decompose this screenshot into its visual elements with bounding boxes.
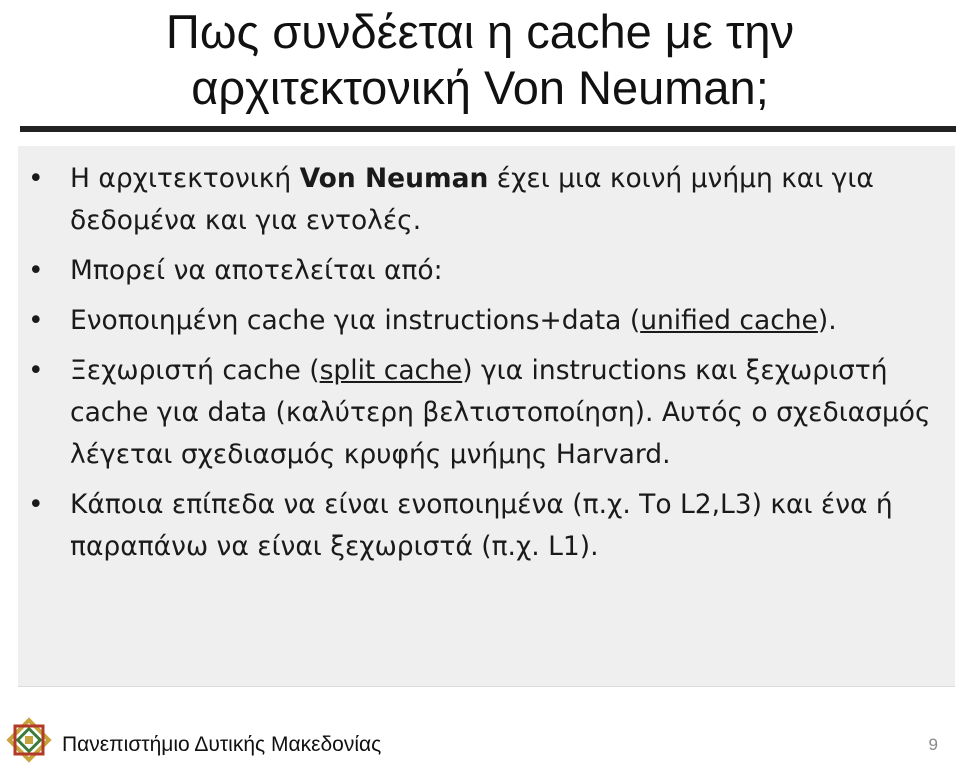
bullet-dot: • bbox=[28, 305, 44, 336]
bullet-item-split-cache: • Ξεχωριστή cache (split cache) για instructions και ξεχωριστή cache για data (καλύτερη βελτιστοποίηση). Αυτός ο σχεδιασμός λέγεται σχεδιασμός κρυφής μνήμης Harvard. bbox=[28, 350, 948, 476]
bullet-item-von-neuman: • Η αρχιτεκτονική Von Neuman έχει μια κοινή μνήμη και για δεδομένα και για εντολές. bbox=[28, 158, 948, 242]
title-divider bbox=[20, 126, 956, 132]
slide-title-line-2: αρχιτεκτονική Von Neuman; bbox=[191, 61, 769, 114]
bullet-item-levels: • Κάποια επίπεδα να είναι ενοποιημένα (π.χ. Το L2,L3) και ένα ή παραπάνω να είναι ξεχωριστά (π.χ. L1). bbox=[28, 484, 948, 568]
bullet-dot: • bbox=[28, 255, 44, 286]
bullet-dot: • bbox=[28, 355, 44, 386]
slide-title bbox=[20, 4, 940, 116]
university-knot-logo-icon bbox=[6, 717, 52, 763]
unified-cache-link[interactable]: unified cache bbox=[640, 305, 818, 336]
bullet-dot: • bbox=[28, 163, 44, 194]
bullet-item-can-consist: • Μπορεί να αποτελείται από: bbox=[28, 250, 948, 292]
split-cache-link[interactable]: split cache bbox=[319, 355, 463, 386]
bullet-list bbox=[28, 158, 948, 576]
bullet-dot: • bbox=[28, 489, 44, 520]
slide-title-line-1: Πως συνδέεται η cache με την bbox=[165, 5, 795, 58]
bullet-item-unified-cache: • Ενοποιημένη cache για instructions+data (unified cache). bbox=[28, 300, 948, 342]
footer-institution: Πανεπιστήμιο Δυτικής Μακεδονίας bbox=[62, 733, 382, 756]
page-number: 9 bbox=[928, 735, 938, 754]
von-neuman-bold: Von Neuman bbox=[299, 163, 489, 194]
